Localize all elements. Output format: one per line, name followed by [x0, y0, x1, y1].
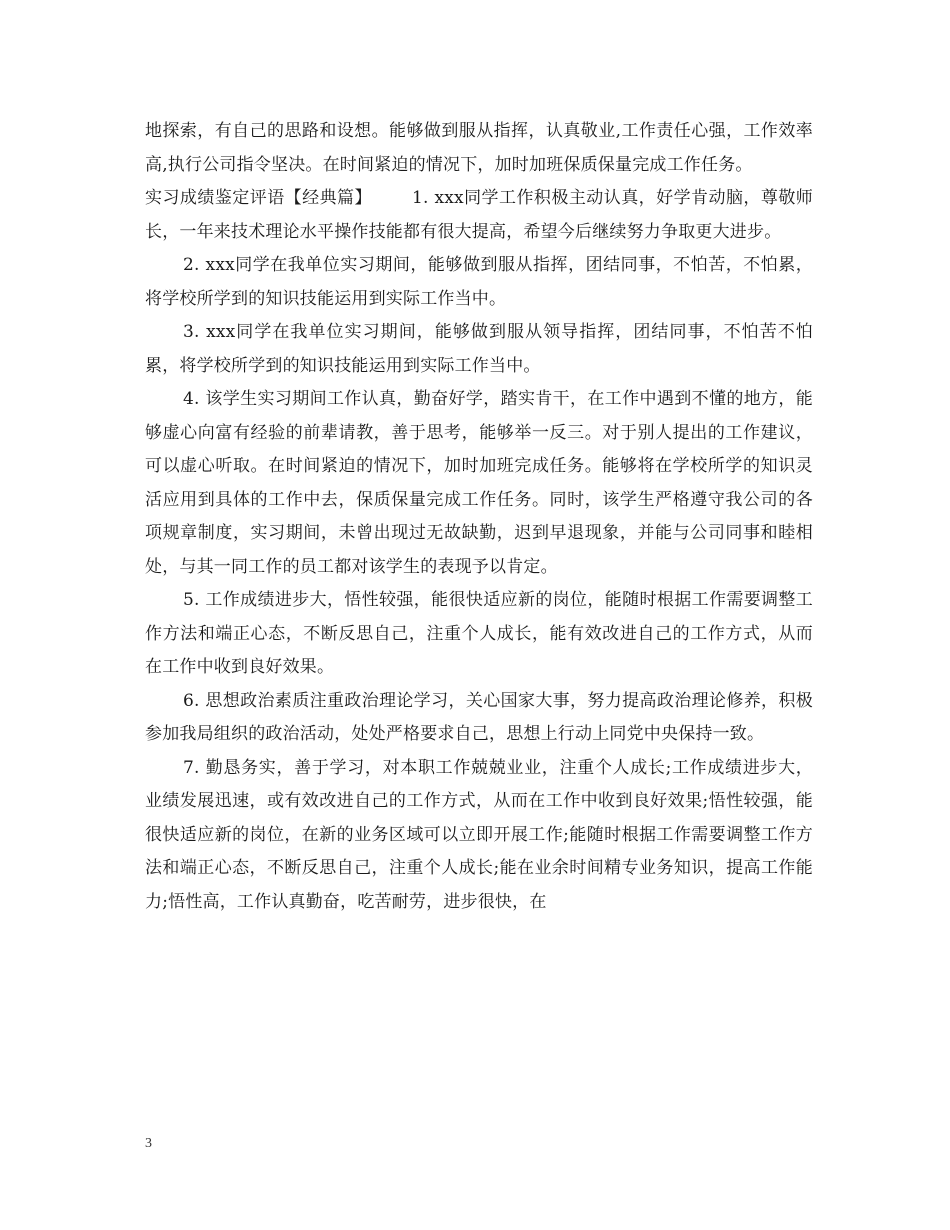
- paragraph-continuation: 地探索，有自己的思路和设想。能够做到服从指挥，认真敬业,工作责任心强，工作效率高,执行公司指令坚决。在时间紧迫的情况下，加时加班保质保量完成工作任务。: [145, 121, 813, 175]
- comment-item-1: 1. xxx同学工作积极主动认真，好学肯动脑，尊敬师长，一年来技术理论水平操作技能都有很大提高，希望今后继续努力争取更大进步。: [145, 188, 813, 242]
- comment-item-4: 4. 该学生实习期间工作认真，勤奋好学，踏实肯干，在工作中遇到不懂的地方，能够虚心向富有经验的前辈请教，善于思考，能够举一反三。对于别人提出的工作建议，可以虚心听取。在时间紧迫的情况下，加时加班完成任务。能够将在学校所学的知识灵活应用到具体的工作中去，保质保量完成工作任务。同时，该学生严格遵守我公司的各项规章制度，实习期间，未曾出现过无故缺勤，迟到早退现象，并能与公司同事和睦相处，与其一同工作的员工都对该学生的表现予以肯定。: [145, 389, 813, 577]
- paragraph-section-start: [145, 182, 813, 249]
- comment-item-7: 7. 勤恳务实，善于学习，对本职工作兢兢业业，注重个人成长;工作成绩进步大，业绩发展迅速，或有效改进自己的工作方式，从而在工作中收到良好效果;悟性较强，能很快适应新的岗位，在新的业务区域可以立即开展工作;能随时根据工作需要调整工作方法和端正心态，不断反思自己，注重个人成长;能在业余时间精专业务知识，提高工作能力;悟性高，工作认真勤奋，吃苦耐劳，进步很快，在: [145, 757, 813, 912]
- comment-item-5: 5. 工作成绩进步大，悟性较强，能很快适应新的岗位，能随时根据工作需要调整工作方法和端正心态，不断反思自己，注重个人成长，能有效改进自己的工作方式，从而在工作中收到良好效果。: [145, 590, 813, 677]
- page-number: 3: [145, 1136, 152, 1151]
- document-body: [145, 115, 813, 919]
- section-title: 实习成绩鉴定评语【经典篇】: [145, 188, 372, 208]
- comment-item-6: 6. 思想政治素质注重政治理论学习，关心国家大事，努力提高政治理论修养，积极参加我局组织的政治活动，处处严格要求自己，思想上行动上同党中央保持一致。: [145, 690, 813, 744]
- comment-item-2: 2. xxx同学在我单位实习期间，能够做到服从指挥，团结同事，不怕苦，不怕累，将学校所学到的知识技能运用到实际工作当中。: [145, 255, 813, 309]
- comment-item-3: 3. xxx同学在我单位实习期间，能够做到服从领导指挥，团结同事，不怕苦不怕累，将学校所学到的知识技能运用到实际工作当中。: [145, 322, 813, 376]
